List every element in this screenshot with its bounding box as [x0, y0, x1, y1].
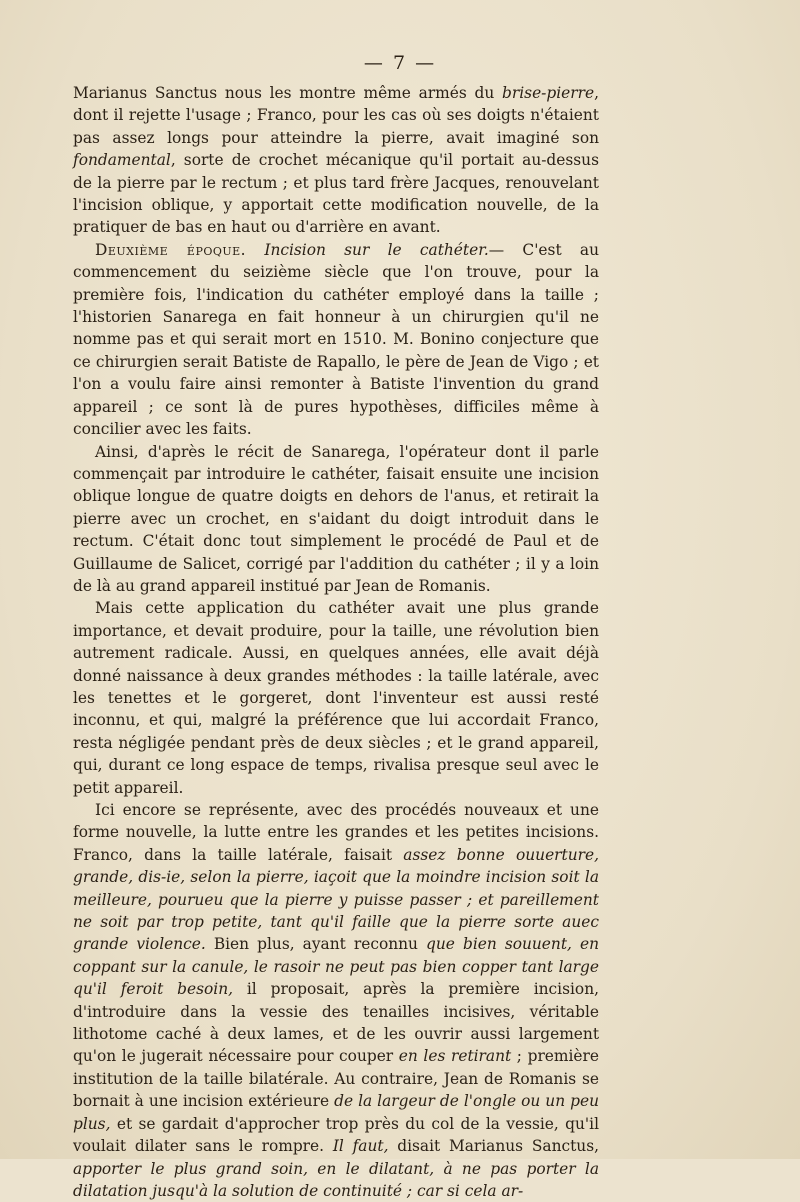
section-subtitle: Incision sur le cathéter. — [264, 240, 489, 259]
text-run: , dont il rejette l'usage ; Franco, pour les cas où ses doigts n'étaient pas assez longs pour atteindre la pierre, avait imaginé son — [73, 84, 599, 147]
text-run: Ici encore se représente, avec des procédés nouveaux et une forme nouvelle, la lutte entre les grandes et les petites incisions. Franco, dans la taille latérale, faisait — [73, 801, 599, 864]
paragraph-3: Ainsi, d'après le récit de Sanarega, l'opérateur dont il parle commençait par introduire le cathéter, faisait ensuite une incision oblique longue de quatre doigts en dehors de l'anus, et retirait la pierre avec un crochet, en s'aidant du doigt introduit dans le rectum. C'était donc tout simplement le procédé de Paul et de Guillaume de Salicet, corrigé par l'addition du cathéter ; il y a loin de là au grand appareil institué par Jean de Romanis. — [73, 442, 599, 595]
italic-quote: Il faut, — [332, 1137, 389, 1156]
italic-quote: assez bonne ouuerture, grande, dis-ie, selon la pierre, iaçoit que la moindre incision soit la meilleure, pourueu que la pierre y puisse passer ; et pareillement ne soit par trop petite, tant qu'il faille que la pierre sorte auec grande violence. — [73, 845, 599, 954]
italic-quote: de la largeur de l'ongle ou un peu plus, — [73, 1092, 599, 1133]
paragraph-5 — [73, 799, 599, 1202]
italic-term: brise-pierre — [502, 84, 595, 102]
text-run: — C'est au commencement du seizième siècle que l'on trouve, pour la première fois, l'indication du cathéter employé dans la taille ; l'historien Sanarega en fait honneur à un chirurgien qu'il ne nomme pas et qui serait mort en 1510. M. Bonino conjecture que ce chirurgien serait Batiste de Rapallo, le père de Jean de Vigo ; et l'on a voulu faire ainsi remonter à Batiste l'invention du grand appareil ; ce sont là de pures hypothèses, difficiles même à concilier avec les faits. — [73, 240, 599, 439]
page-number: — 7 — — [363, 52, 437, 74]
text-run: Bien plus, ayant reconnu — [205, 935, 427, 954]
section-heading: Deuxième époque. — [95, 240, 247, 259]
paragraph-2 — [73, 239, 599, 441]
text-run: disait Marianus Sanctus, — [388, 1137, 599, 1156]
body-text — [73, 82, 599, 1202]
text-run: il proposait, après la première incision, d'introduire dans la vessie des tenailles incisives, véritable lithotome caché à deux lames, et de les ouvrir aussi largement qu'on le jugerait nécessaire pour couper — [73, 980, 599, 1066]
text-run: Marianus Sanctus nous les montre même armés du — [73, 84, 503, 102]
text-run: , sorte de crochet mécanique qu'il portait au-dessus de la pierre par le rectum ; et plus tard frère Jacques, renouvelant l'incision oblique, y apportait cette modification nouvelle, de la pratiquer de bas en haut ou d'arrière en avant. — [73, 151, 599, 237]
paragraph-1 — [73, 82, 599, 239]
text-run: ; première institution de la taille bilatérale. Au contraire, Jean de Romanis se bornait à une incision extérieure — [73, 1047, 600, 1111]
italic-quote: que bien souuent, en coppant sur la canule, le rasoir ne peut pas bien copper tant large qu'il feroit besoin, — [73, 935, 599, 999]
text-run: et se gardait d'approcher trop près du col de la vessie, qu'il voulait dilater sans le rompre. — [73, 1114, 599, 1156]
italic-quote: apporter le plus grand soin, en le dilatant, à ne pas porter la dilatation jusqu'à la solution de continuité ; car si cela ar- — [73, 1159, 599, 1200]
paragraph-4: Mais cette application du cathéter avait une plus grande importance, et devait produire, pour la taille, une révolution bien autrement radicale. Aussi, en quelques années, elle avait déjà donné naissance à deux grandes méthodes : la taille latérale, avec les tenettes et le gorgeret, dont l'inventeur est aussi resté inconnu, et qui, malgré la préférence que lui accordait Franco, resta négligée pendant près de deux siècles ; et le grand appareil, qui, durant ce long espace de temps, rivalisa presque seul avec le petit appareil. — [73, 599, 599, 797]
spacer-text — [246, 241, 264, 259]
italic-term: fondamental — [73, 151, 171, 170]
italic-quote: en les retirant — [398, 1047, 512, 1066]
